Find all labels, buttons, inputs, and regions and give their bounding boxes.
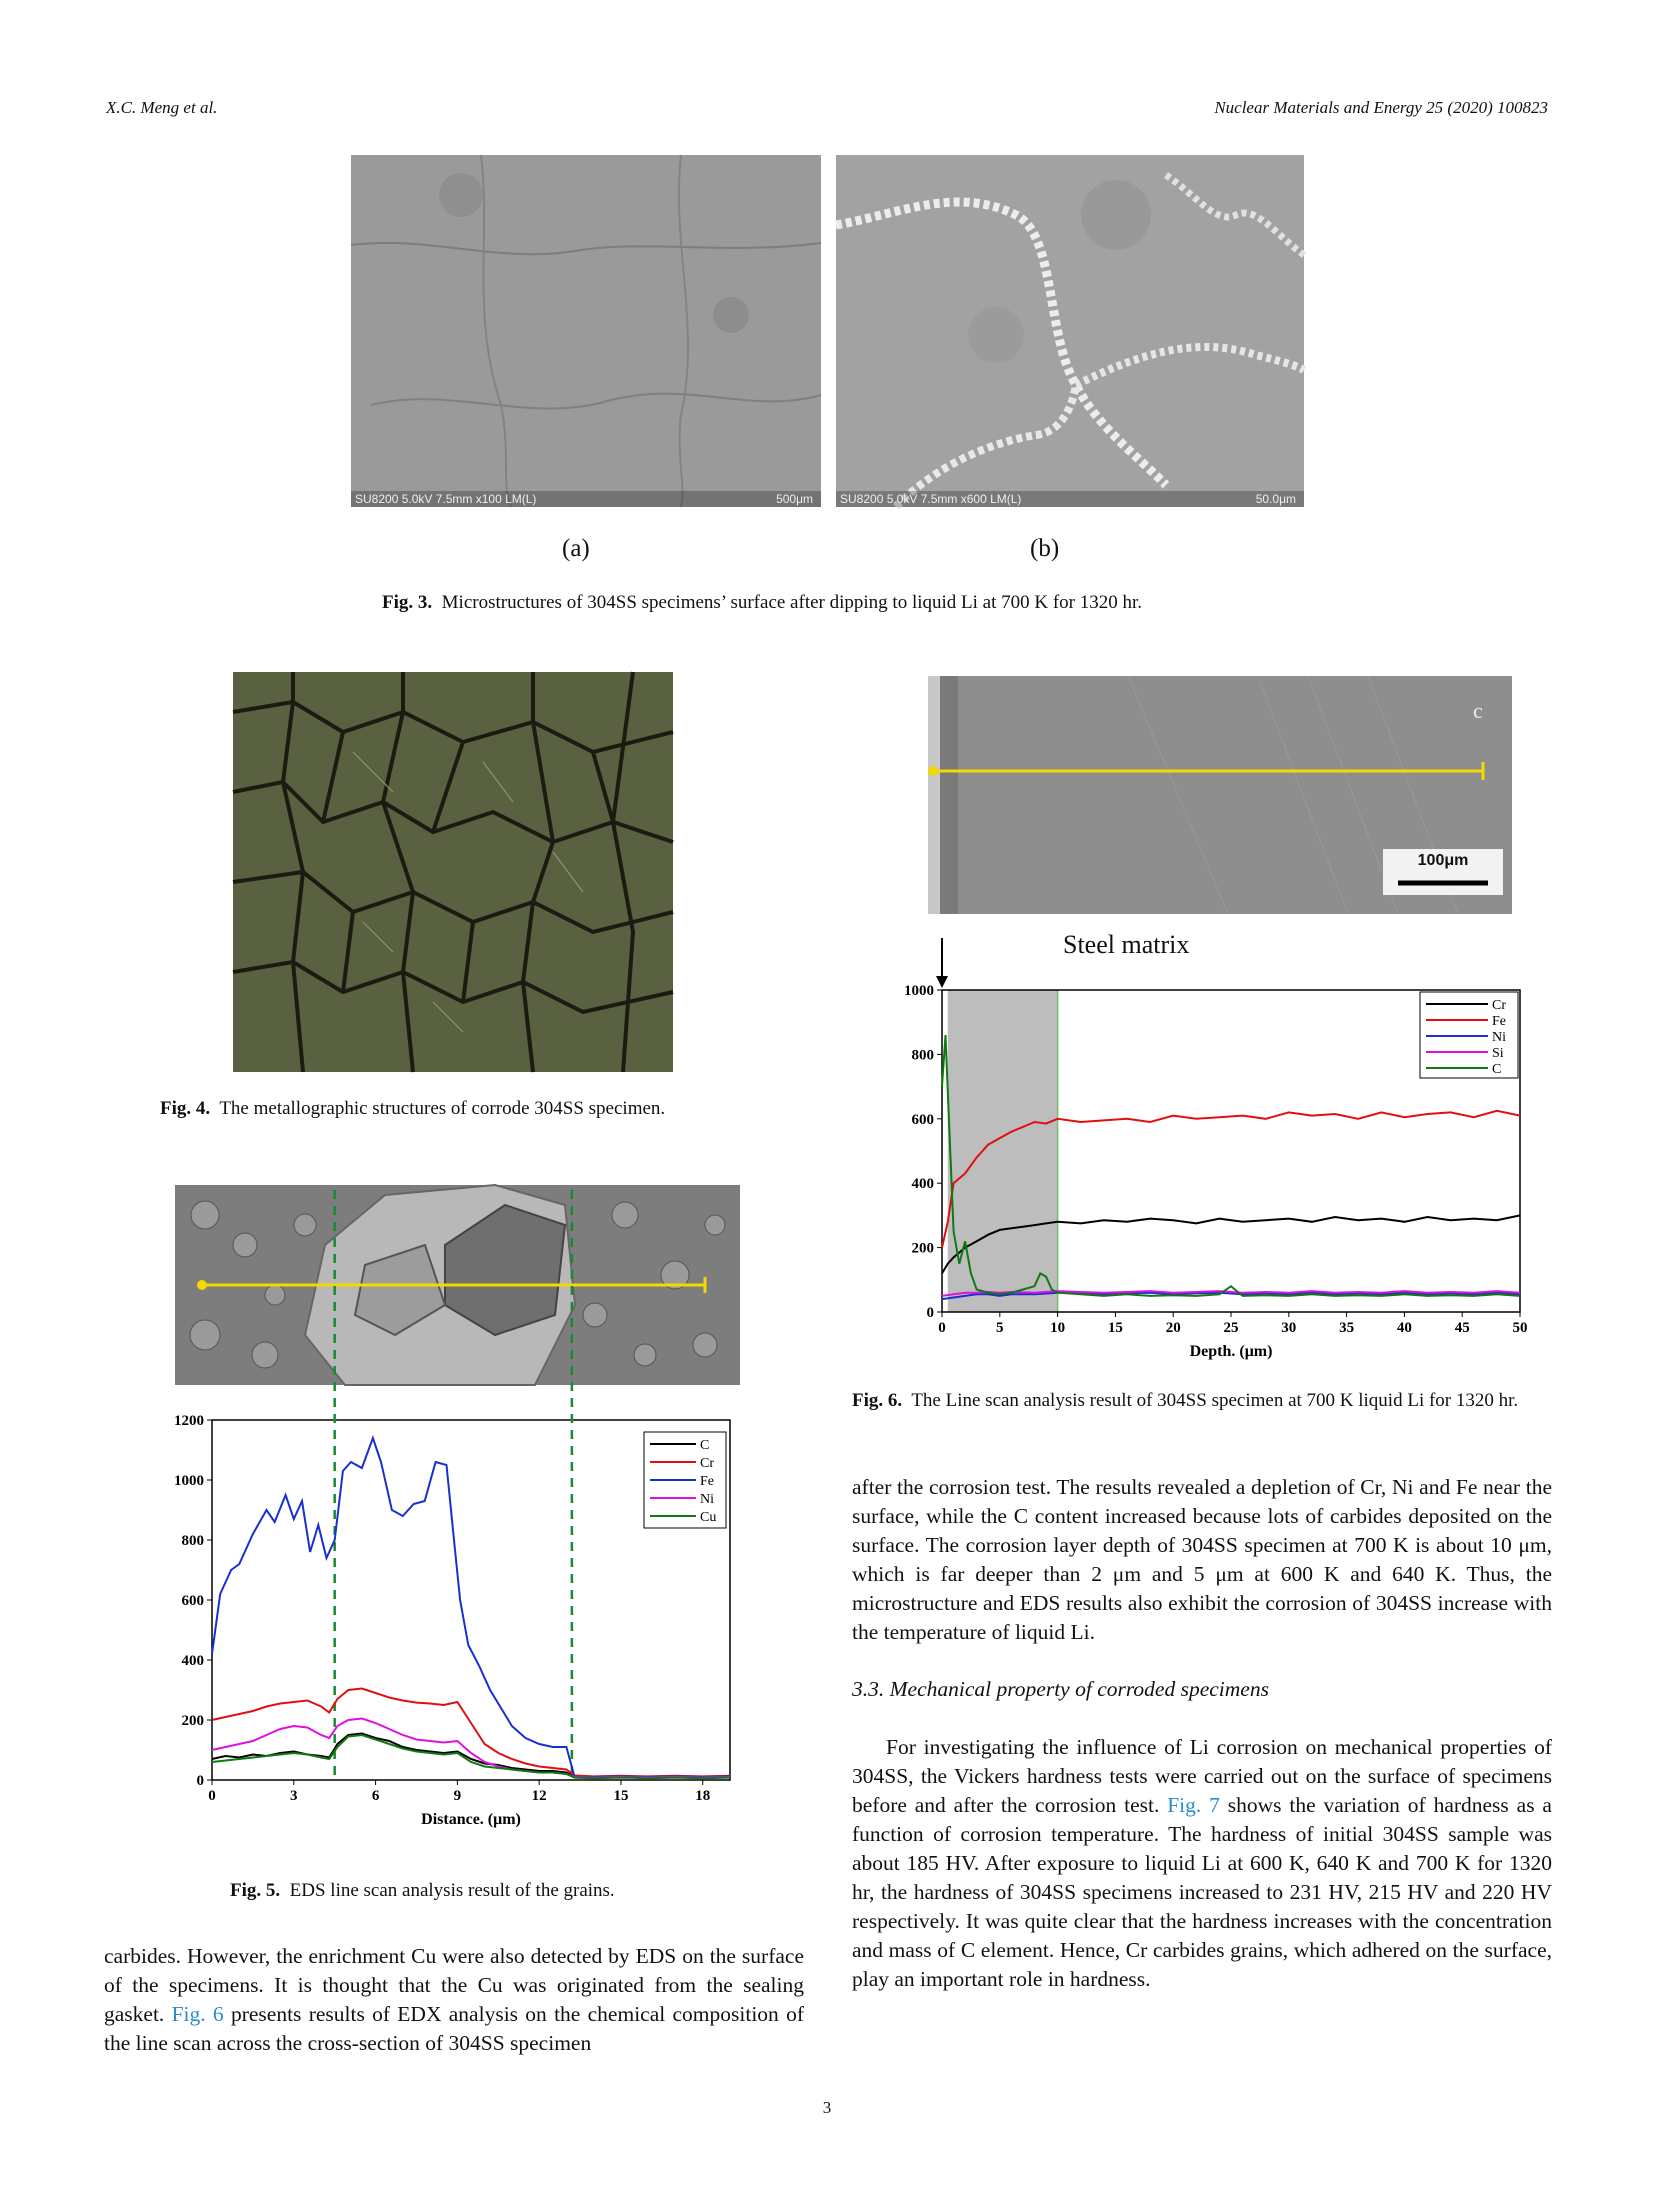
paragraph-carbides-part1: carbides. However, the enrichment Cu were also detected by EDS on the surface of the specimens. It is thought that the Cu was originated from the sealing gasket. bbox=[104, 1944, 804, 2026]
fig4-caption-number: Fig. 4. bbox=[160, 1098, 211, 1119]
paragraph-carbides-part2: presents results of EDX analysis on the chemical composition of the line scan across the cross-section of 304SS specimen bbox=[104, 2002, 804, 2055]
y-tick-label: 800 bbox=[181, 1533, 204, 1549]
running-header-journal: Nuclear Materials and Energy 25 (2020) 100823 bbox=[1214, 98, 1548, 117]
x-tick-label: 10 bbox=[1050, 1320, 1066, 1336]
fig3-caption-number: Fig. 3. bbox=[382, 592, 433, 613]
fig4-metallograph bbox=[233, 672, 673, 1072]
y-tick-label: 1000 bbox=[904, 983, 934, 999]
fig3a-label: (a) bbox=[562, 535, 590, 562]
y-tick-label: 0 bbox=[196, 1773, 204, 1789]
legend-label-ni: Ni bbox=[700, 1492, 714, 1507]
fig3a-sem-info: SU8200 5.0kV 7.5mm x100 LM(L) 500μm bbox=[351, 491, 821, 507]
fig7-reference-link[interactable]: Fig. 7 bbox=[1167, 1793, 1220, 1817]
y-tick-label: 600 bbox=[911, 1111, 934, 1128]
x-tick-label: 0 bbox=[208, 1788, 216, 1804]
x-tick-label: 50 bbox=[1512, 1320, 1528, 1336]
page-number: 3 bbox=[822, 2098, 832, 2117]
x-tick-label: 45 bbox=[1454, 1320, 1470, 1336]
fig3b-sem-image bbox=[836, 155, 1304, 507]
fig3a-sem-image bbox=[351, 155, 821, 507]
legend-label-si: Si bbox=[1492, 1046, 1504, 1061]
legend-label-fe: Fe bbox=[700, 1474, 714, 1489]
y-tick-label: 600 bbox=[181, 1593, 204, 1609]
paragraph-carbides bbox=[104, 1942, 804, 2058]
x-tick-label: 35 bbox=[1339, 1320, 1355, 1336]
fig6-reference-link[interactable]: Fig. 6 bbox=[171, 2002, 224, 2026]
x-tick-label: 6 bbox=[371, 1788, 380, 1804]
y-tick-label: 0 bbox=[926, 1305, 934, 1321]
fig3-caption-text: Microstructures of 304SS specimens’ surface after dipping to liquid Li at 700 K for 1320 hr. bbox=[441, 592, 1143, 613]
x-tick-label: 18 bbox=[695, 1788, 711, 1804]
shaded-corrosion-region bbox=[948, 990, 1058, 1312]
fig6-caption-number: Fig. 6. bbox=[852, 1390, 903, 1411]
legend-label-cu: Cu bbox=[700, 1510, 717, 1525]
x-tick-label: 12 bbox=[531, 1788, 547, 1804]
right-column-text bbox=[852, 1473, 1552, 1994]
fig6-caption bbox=[852, 1388, 1552, 1414]
x-axis-label: Depth. (μm) bbox=[1189, 1343, 1273, 1360]
series-line-c bbox=[212, 1734, 730, 1778]
legend-label-fe: Fe bbox=[1492, 1014, 1506, 1029]
fig6-sem-image bbox=[928, 676, 1512, 914]
fig5-caption-text: EDS line scan analysis result of the grains. bbox=[289, 1880, 615, 1901]
x-tick-label: 30 bbox=[1281, 1320, 1297, 1336]
y-tick-label: 800 bbox=[911, 1047, 934, 1064]
y-tick-label: 1000 bbox=[174, 1473, 204, 1489]
y-tick-label: 400 bbox=[911, 1176, 934, 1193]
fig5-caption-number: Fig. 5. bbox=[230, 1880, 281, 1901]
paragraph-mechanical-part2: shows the variation of hardness as a function of corrosion temperature. The hardness of initial 304SS sample was about 185 HV. After exposure to liquid Li at 600 K, 640 K and 700 K for 1320 hr, the hardness of 304SS specimens increased to 231 HV, 215 HV and 220 HV respectively. It was quite clear that the hardness increases with the concentration and mass of C element. Hence, Cr carbides grains, which adhered on the surface, play an important role in hardness. bbox=[852, 1793, 1552, 1991]
paragraph-corrosion-results: after the corrosion test. The results revealed a depletion of Cr, Ni and Fe near the surface, while the C content increased because lots of carbides deposited on the surface. The corrosion layer depth of 304SS specimen at 700 K is about 10 μm, which is far deeper than 2 μm and 5 μm at 600 K and 640 K. Thus, the microstructure and EDS results also exhibit the corrosion of 304SS increase with the temperature of liquid Li. bbox=[852, 1475, 1552, 1644]
fig6-sem-texture bbox=[928, 676, 1512, 914]
paragraph-mechanical-part1: For investigating the influence of Li corrosion on mechanical properties of 304SS, the Vickers hardness tests were carried out on the surface of specimens before and after the corrosion test. bbox=[852, 1735, 1552, 1817]
x-tick-label: 25 bbox=[1223, 1320, 1239, 1336]
fig6-scale-bar-label: 100μm bbox=[1417, 852, 1469, 869]
legend-label-c: C bbox=[1492, 1062, 1502, 1077]
fig3-caption bbox=[382, 590, 1142, 616]
x-tick-label: 5 bbox=[996, 1320, 1004, 1336]
fig3b-sem-info: SU8200 5.0kV 7.5mm x600 LM(L) 50.0μm bbox=[836, 491, 1304, 507]
fig4-caption bbox=[160, 1096, 665, 1122]
series-line-ni bbox=[212, 1719, 730, 1778]
fig4-grain-texture bbox=[233, 672, 673, 1072]
series-line-cr bbox=[212, 1689, 730, 1777]
paragraph-mechanical bbox=[852, 1733, 1552, 1994]
x-axis-label: Distance. (μm) bbox=[421, 1811, 521, 1828]
x-tick-label: 9 bbox=[453, 1788, 462, 1804]
x-tick-label: 40 bbox=[1396, 1320, 1412, 1336]
legend-label-cr: Cr bbox=[1492, 998, 1506, 1013]
fig4-caption-text: The metallographic structures of corrode 304SS specimen. bbox=[219, 1098, 666, 1119]
fig3b-scale: 50.0μm bbox=[1255, 492, 1296, 506]
section-heading-3-3: 3.3. Mechanical property of corroded specimens bbox=[852, 1677, 1269, 1701]
fig5-chart bbox=[160, 1170, 750, 1860]
fig6-steel-matrix-label: Steel matrix bbox=[1063, 930, 1190, 959]
x-tick-label: 15 bbox=[613, 1788, 629, 1804]
x-tick-label: 3 bbox=[290, 1788, 298, 1804]
legend-label-c: C bbox=[700, 1438, 710, 1453]
steel-matrix-arrow-head bbox=[936, 976, 948, 988]
y-tick-label: 1200 bbox=[174, 1413, 204, 1429]
legend-label-cr: Cr bbox=[700, 1456, 714, 1471]
y-tick-label: 200 bbox=[911, 1240, 934, 1257]
y-tick-label: 200 bbox=[181, 1713, 204, 1729]
fig5-caption bbox=[230, 1878, 615, 1904]
legend-label-ni: Ni bbox=[1492, 1030, 1506, 1045]
y-tick-label: 400 bbox=[181, 1653, 204, 1669]
x-tick-label: 20 bbox=[1165, 1320, 1181, 1336]
left-column-text bbox=[104, 1942, 804, 2058]
fig3a-scale: 500μm bbox=[776, 492, 813, 506]
x-tick-label: 15 bbox=[1107, 1320, 1123, 1336]
fig3b-label: (b) bbox=[1030, 535, 1060, 562]
fig3b-texture bbox=[836, 155, 1304, 507]
series-line-cu bbox=[212, 1735, 730, 1778]
fig6-caption-text: The Line scan analysis result of 304SS specimen at 700 K liquid Li for 1320 hr. bbox=[911, 1390, 1519, 1411]
fig6-panel-letter: c bbox=[1473, 698, 1483, 723]
fig3a-texture bbox=[351, 155, 821, 507]
fig6-chart bbox=[880, 910, 1528, 1380]
x-tick-label: 0 bbox=[938, 1320, 946, 1336]
running-header-authors: X.C. Meng et al. bbox=[106, 98, 218, 117]
